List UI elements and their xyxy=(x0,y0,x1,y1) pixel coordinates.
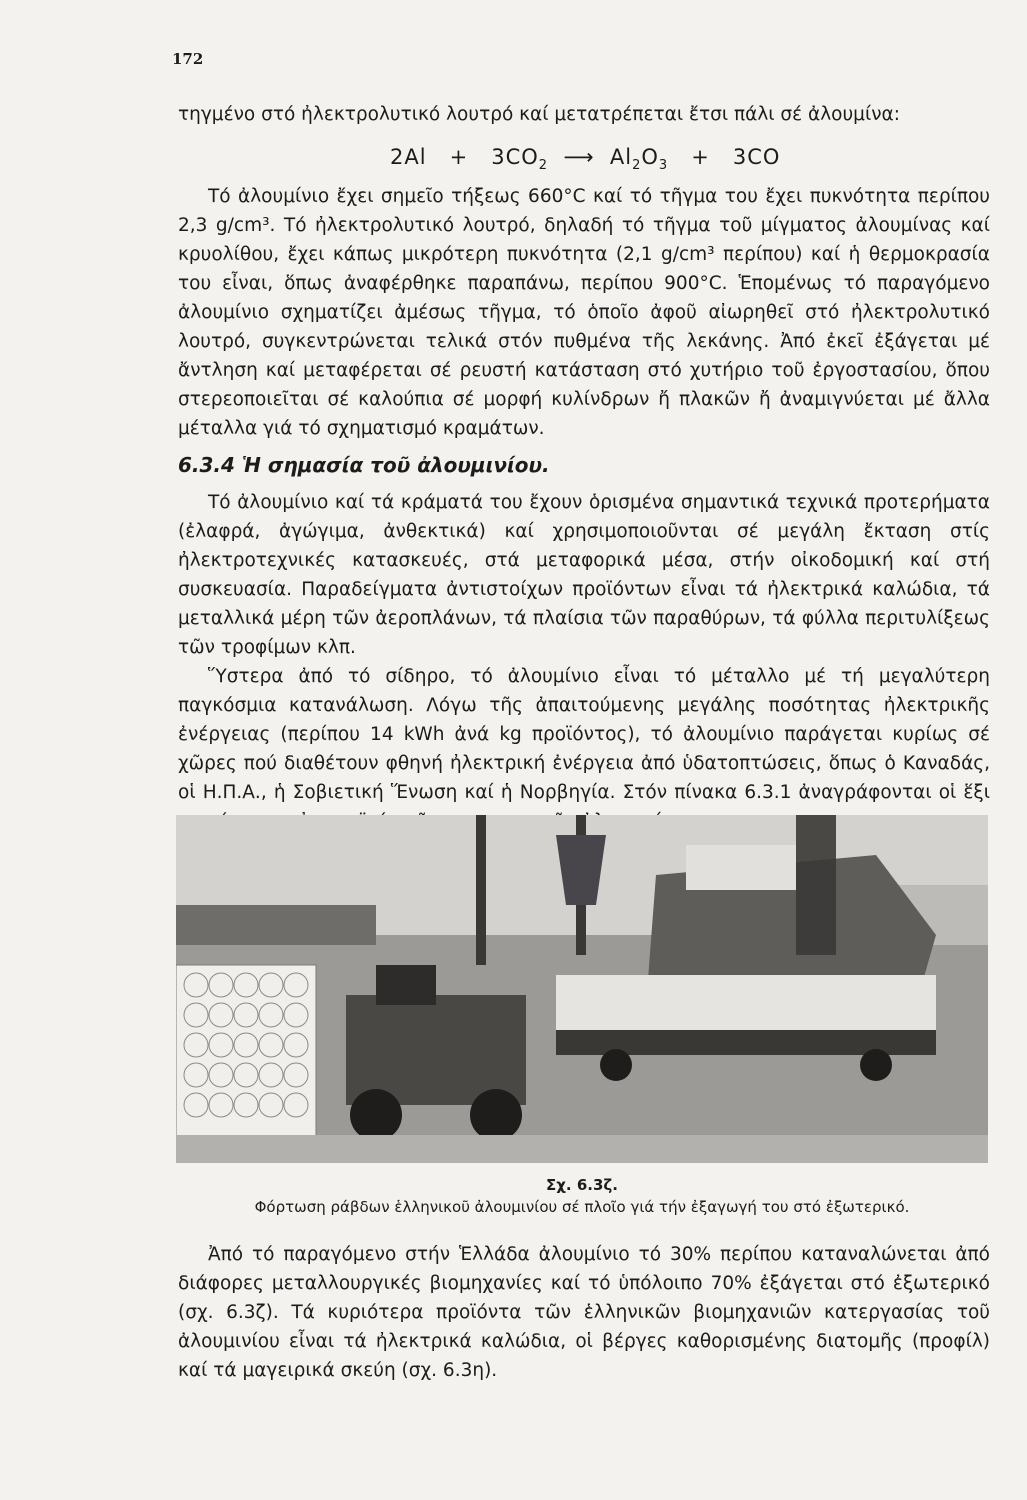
equation-product-al2o3: $Al_2O_3$ xyxy=(609,145,669,174)
figure-label: Σχ. 6.3ζ. xyxy=(546,1176,618,1194)
chemical-equation xyxy=(390,145,780,173)
equation-reactant-al: 2Al xyxy=(390,145,427,169)
photo-illustration xyxy=(176,815,988,1163)
equation-arrow: ⟶ xyxy=(563,145,595,169)
page-number: 172 xyxy=(172,50,204,68)
equation-plus-2: + xyxy=(691,145,710,169)
paragraph-3: Ὕστερα ἀπό τό σίδηρο, τό ἀλουμίνιο εἶναι τό μέταλλο μέ τή μεγαλύτερη παγκόσμια κατανάλωση. Λόγω τῆς ἀπαιτούμενης μεγάλης ποσότητας ἠλεκτρικῆς ἐνέργειας (περίπου 14 kWh ἀνά kg προϊόντος), τό ἀλουμίνιο παράγεται κυρίως σέ χῶρες πού διαθέτουν φθηνή ἠλεκτρική ἐνέργεια ἀπό ὑδατοπτώσεις, ὅπως ὁ Καναδάς, οἱ Η.Π.Α., ἡ Σοβιετική Ἕνωση καί ἡ Νορβηγία. Στόν πίνακα 6.3.1 ἀναγράφονται οἱ ἕξι xyxy=(178,666,990,803)
figure-photo-aluminium-loading xyxy=(176,815,988,1163)
paragraph-4-block xyxy=(178,1240,990,1385)
paragraph-1-block xyxy=(178,182,990,443)
equation-product-co: 3CO xyxy=(732,145,781,169)
equation-reactant-co2: $3CO_2$ xyxy=(491,145,549,174)
figure-caption: Φόρτωση ράβδων ἑλληνικοῦ ἀλουμινίου σέ πλοῖο γιά τήν ἐξαγωγή του στό ἐξωτερικό. xyxy=(254,1198,910,1216)
paragraph-2: Τό ἀλουμίνιο καί τά κράματά του ἔχουν ὁρισμένα σημαντικά τεχνικά προτερήματα (ἐλαφρά, ἀγώγιμα, ἀνθεκτικά) καί χρησιμοποιοῦνται σέ μεγάλη ἔκταση στίς ἠλεκτροτεχνικές κατασκευές, στά μεταφορικά μέσα, στήν οἰκοδομική καί στή συσκευασία. Παραδείγματα ἀντιστοίχων προϊόντων εἶναι τά ἠλεκτρικά καλώδια, τά μεταλλικά μέρη τῶν ἀεροπλάνων, τά πλαίσια τῶν παραθύρων, τά φύλλα περιτυλίξεως τῶν τροφίμων κλπ. xyxy=(178,492,990,658)
paragraph-4: Ἀπό τό παραγόμενο στήν Ἑλλάδα ἀλουμίνιο τό 30% περίπου καταναλώνεται ἀπό διάφορες μεταλλουργικές βιομηχανίες καί τό ὑπόλοιπο 70% ἐξάγεται στό ἐξωτερικό (σχ. 6.3ζ). Τά κυριότερα προϊόντα τῶν ἑλληνικῶν βιομηχανιῶν κατεργασίας τοῦ ἀλουμινίου εἶναι τά ἠλεκτρικά καλώδια, οἱ βέργες καθορισμένης διατομῆς (προφίλ) καί τά μαγειρικά σκεύη (σχ. 6.3η). xyxy=(178,1244,990,1381)
paragraph-2-block xyxy=(178,488,990,836)
intro-text: τηγμένο στό ἠλεκτρολυτικό λουτρό καί μετατρέπεται ἔτσι πάλι σέ ἀλουμίνα: xyxy=(178,104,900,125)
intro-text-block xyxy=(178,100,990,129)
equation-plus: + xyxy=(449,145,469,169)
paragraph-1: Τό ἀλουμίνιο ἔχει σημεῖο τήξεως 660°C καί τό τῆγμα του ἔχει πυκνότητα περίπου 2,3 g/cm³. Τό ἠλεκτρολυτικό λουτρό, δηλαδή τό τῆγμα τοῦ μίγματος ἀλουμίνας καί κρυολίθου, ἔχει κάπως μικρότερη πυκνότητα (2,1 g/cm³ περίπου) καί ἡ θερμοκρασία του εἶναι, ὅπως ἀναφέρθηκε παραπάνω, περίπου 900°C. Ἑπομένως τό παραγόμενο ἀλουμίνιο σχηματίζει ἀμέσως τῆγμα, τό ὁποῖο ἀφοῦ αἰωρηθεῖ στό ἠλεκτρολυτικό λουτρό, συγκεντρώνεται τελικά στόν πυθμένα τῆς λεκάνης. Ἀπό ἐκεῖ ἐξάγεται μέ ἄντληση καί μεταφέρεται σέ ρευστή κατάσταση στό χυτήριο τοῦ ἐργοστασίου, ὅπου στερεοποιεῖται σέ καλούπια σέ μορφή κυλίνδρων ἤ πλακῶν ἤ ἀναμιγνύεται μέ ἄλλα μέταλλα γιά τό σχηματισμό κραμάτων. xyxy=(178,186,990,439)
section-heading: 6.3.4 Ἡ σημασία τοῦ ἀλουμινίου. xyxy=(178,453,550,477)
